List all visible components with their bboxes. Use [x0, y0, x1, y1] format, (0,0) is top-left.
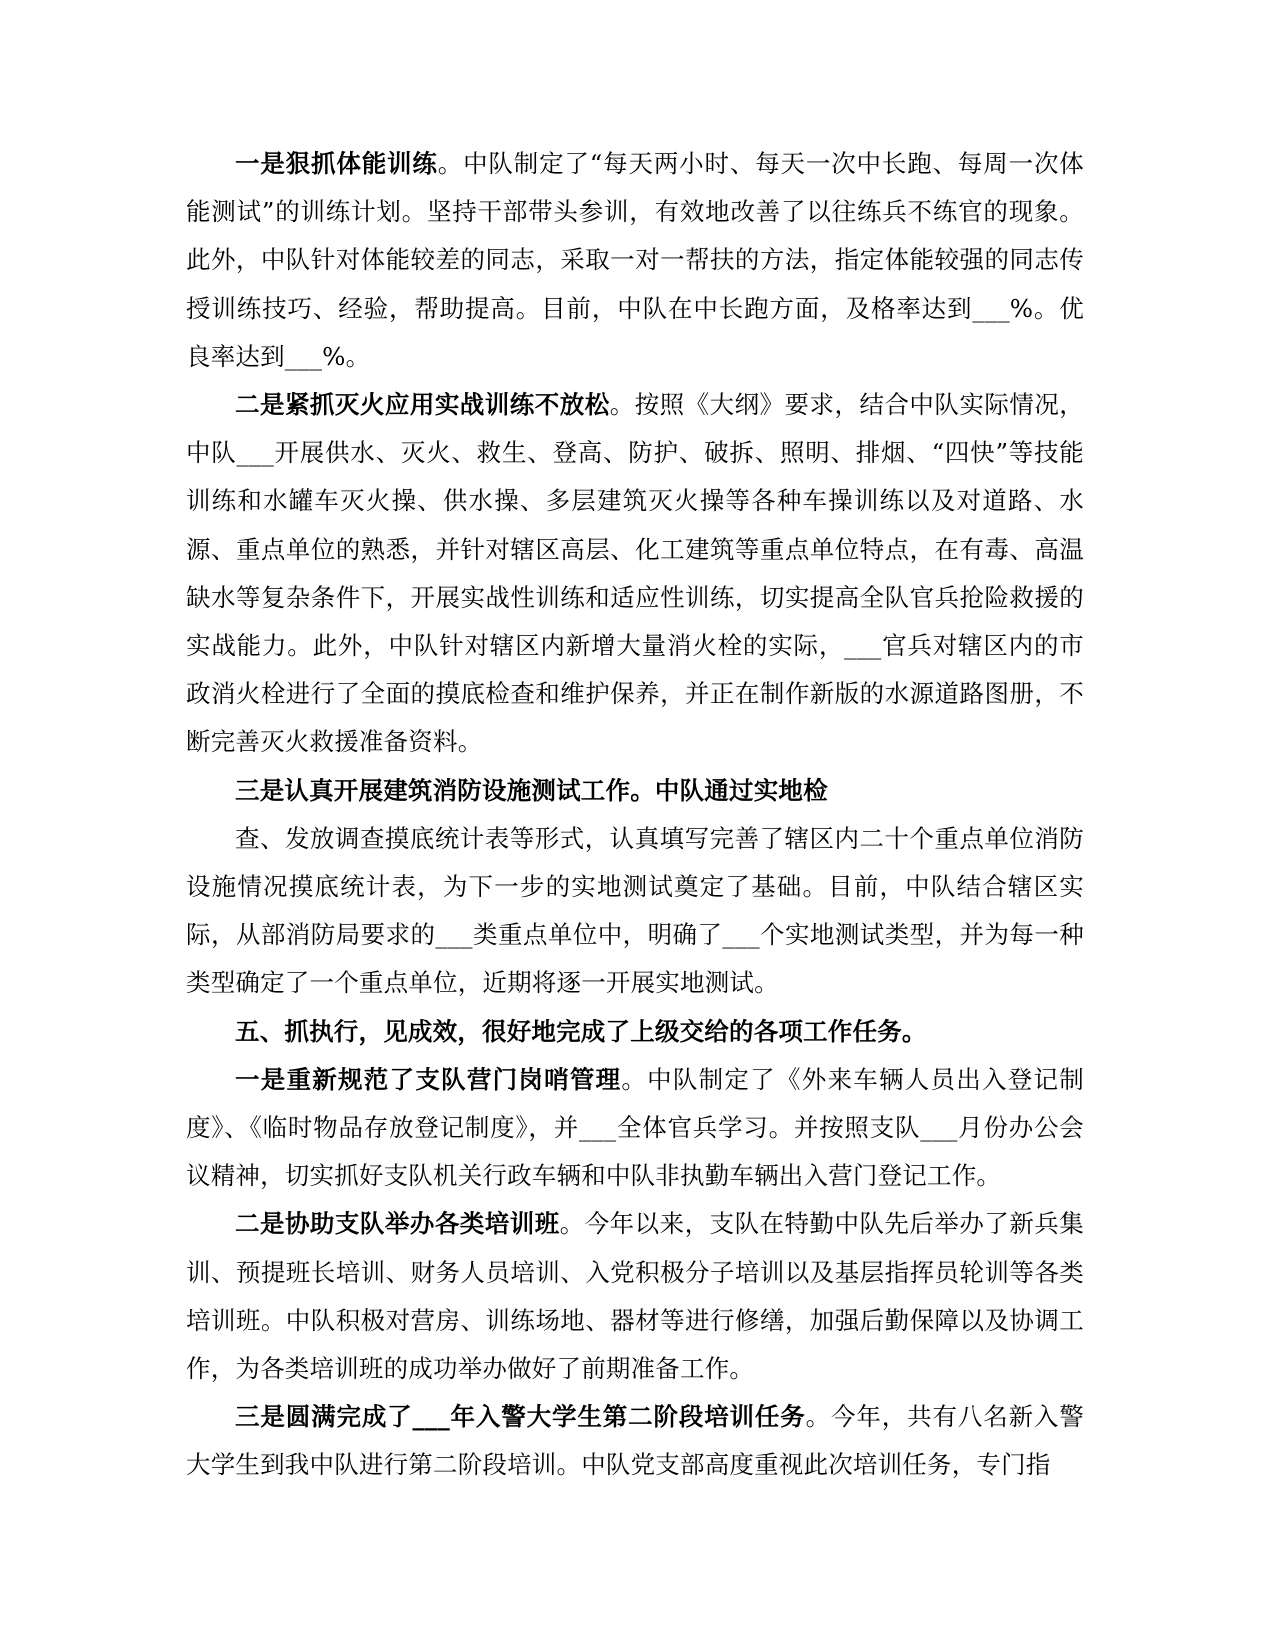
paragraph-facility-testing-heading	[186, 767, 1084, 815]
paragraph-training-classes	[186, 1200, 1084, 1393]
document-body	[186, 140, 1084, 1490]
paragraph-text: 。中队制定了《外来车辆人员出入登记制度》、《临时物品存放登记制度》，并___全体官兵学习。并按照支队___月份办公会议精神，切实抓好支队机关行政车辆和中队非执勤车辆出入营门登记工作。	[186, 1064, 1084, 1191]
paragraph-lead: 三是圆满完成了___年入警大学生第二阶段培训任务	[235, 1402, 806, 1432]
paragraph-graduate-training	[186, 1393, 1084, 1489]
paragraph-lead: 二是紧抓灭火应用实战训练不放松	[235, 390, 610, 420]
paragraph-gate-management	[186, 1056, 1084, 1201]
paragraph-lead: 一是重新规范了支队营门岗哨管理	[235, 1064, 622, 1094]
paragraph-text: 。中队制定了“每天两小时、每天一次中长跑、每周一次体能测试”的训练计划。坚持干部带头参训，有效地改善了以往练兵不练官的现象。此外，中队针对体能较差的同志，采取一对一帮扶的方法，指定体能较强的同志传授训练技巧、经验，帮助提高。目前，中队在中长跑方面，及格率达到___%。优良率达到___%。	[186, 149, 1084, 371]
paragraph-text: 查、发放调查摸底统计表等形式，认真填写完善了辖区内二十个重点单位消防设施情况摸底统计表，为下一步的实地测试奠定了基础。目前，中队结合辖区实际，从部消防局要求的___类重点单位中，明确了___个实地测试类型，并为每一种类型确定了一个重点单位，近期将逐一开展实地测试。	[186, 823, 1084, 998]
paragraph-text: 。按照《大纲》要求，结合中队实际情况，中队___开展供水、灭火、救生、登高、防护、破拆、照明、排烟、“四快”等技能训练和水罐车灭火操、供水操、多层建筑灭火操等各种车操训练以及对道路、水源、重点单位的熟悉，并针对辖区高层、化工建筑等重点单位特点，在有毒、高温缺水等复杂条件下，开展实战性训练和适应性训练，切实提高全队官兵抢险救援的实战能力。此外，中队针对辖区内新增大量消火栓的实际，___官兵对辖区内的市政消火栓进行了全面的摸底检查和维护保养，并正在制作新版的水源道路图册，不断完善灭火救援准备资料。	[186, 390, 1084, 757]
paragraph-lead: 二是协助支队举办各类培训班	[235, 1209, 560, 1239]
paragraph-text: 。今年以来，支队在特勤中队先后举办了新兵集训、预提班长培训、财务人员培训、入党积极分子培训以及基层指挥员轮训等各类培训班。中队积极对营房、训练场地、器材等进行修缮，加强后勤保障以及协调工作，为各类培训班的成功举办做好了前期准备工作。	[186, 1209, 1084, 1384]
paragraph-lead: 一是狠抓体能训练	[235, 149, 438, 178]
paragraph-firefighting-training	[186, 381, 1084, 767]
section-heading-text: 五、抓执行，见成效，很好地完成了上级交给的各项工作任务。	[235, 1016, 927, 1046]
paragraph-text: 。今年，共有八名新入警大学生到我中队进行第二阶段培训。中队党支部高度重视此次培训任务，专门指	[186, 1402, 1084, 1480]
paragraph-physical-training	[186, 140, 1084, 381]
paragraph-facility-testing	[186, 815, 1084, 1008]
paragraph-lead: 三是认真开展建筑消防设施测试工作。中队通过实地检	[235, 775, 828, 805]
section-heading-five	[186, 1008, 1084, 1056]
